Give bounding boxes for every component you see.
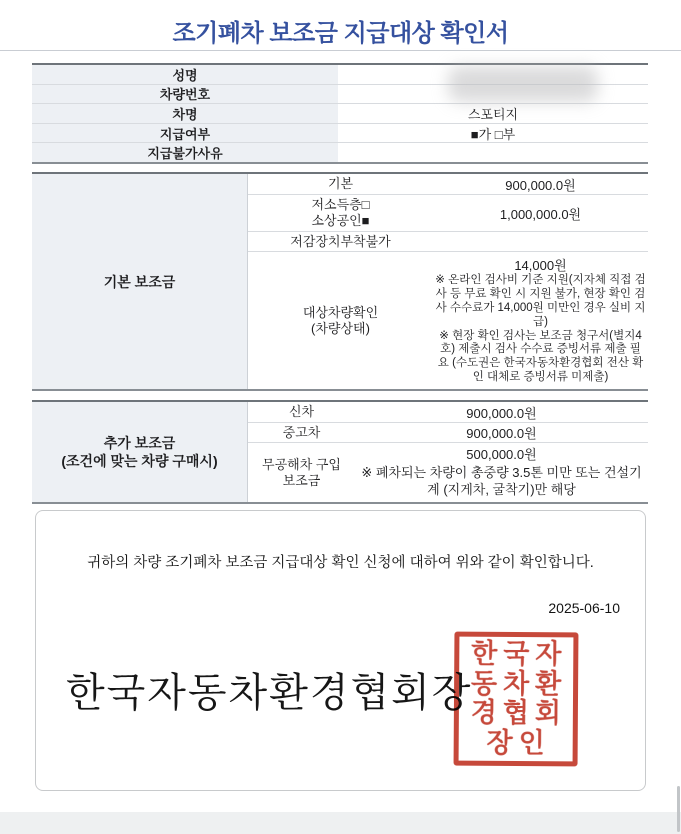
- zev-note: ※ 폐차되는 차량이 총중량 3.5톤 미만 또는 건설기계 (지게차, 굴착기)만 해당: [361, 464, 642, 498]
- page-bottom-strip: [0, 812, 681, 834]
- used-car-label: 중고차: [282, 424, 321, 440]
- table-row: [32, 104, 648, 124]
- page-title: 조기폐차 보조금 지급대상 확인서: [172, 20, 509, 47]
- zev-amount-block: [355, 445, 648, 500]
- vehicle-check-note-2: ※ 현장 확인 검사는 보조금 청구서(별지4호) 제출시 검사 수수료 증빙서류 제출 필요 (수도권은 한국자동차환경협회 전산 확인 대체로 증빙서류 미제출): [437, 329, 644, 384]
- new-car-amount: 900,000.0원: [466, 405, 537, 421]
- zev-purchase-label: 무공해차 구입 보조금: [262, 456, 341, 488]
- official-seal-stamp: 한국자 동차환 경협회 장인: [454, 632, 579, 767]
- vehicle-name-label: 차명: [32, 104, 338, 123]
- additional-subsidy-table: [32, 400, 648, 504]
- additional-subsidy-header: 추가 보조금 (조건에 맞는 차량 구매시): [32, 402, 248, 502]
- confirmation-statement: 귀하의 차량 조기폐차 보조금 지급대상 확인 신청에 대하여 위와 같이 확인합니다.: [87, 555, 594, 571]
- basic-subsidy-header: 기본 보조금: [32, 174, 248, 389]
- title-divider: [0, 50, 681, 51]
- basic-amount: 900,000.0원: [505, 177, 576, 193]
- table-row: [248, 195, 648, 232]
- new-car-label: 신차: [288, 404, 315, 419]
- vehicle-check-label: 대상차량확인 (차량상태): [302, 304, 379, 336]
- basic-subsidy-table: [32, 172, 648, 391]
- zev-amount: 500,000.0원: [466, 447, 537, 463]
- vehicle-number-label: 차량번호: [32, 85, 338, 104]
- signer-name: 한국자동차환경협회장: [66, 670, 473, 715]
- table-row: [248, 443, 648, 502]
- vehicle-check-note-1: ※ 온라인 검사비 기준 지원(지자체 직접 검사 등 무료 확인 시 지원 불가, 현장 확인 검사 수수료가 14,000원 미만인 경우 실비 지급): [435, 273, 646, 328]
- payment-status-label: 지급여부: [32, 124, 338, 143]
- table-row: [248, 402, 648, 423]
- table-row: [248, 174, 648, 195]
- device-unattachable-label: 저감장치부착불가: [290, 233, 391, 249]
- name-label: 성명: [32, 65, 338, 84]
- scrollbar-thumb[interactable]: [677, 786, 680, 832]
- vehicle-name-value: 스포티지: [467, 106, 519, 122]
- used-car-amount: 900,000.0원: [466, 426, 537, 441]
- confirmation-box: [35, 510, 646, 791]
- vehicle-check-fee: 14,000원: [514, 257, 567, 273]
- basic-label: 기본: [327, 176, 354, 191]
- table-row: [248, 252, 648, 389]
- table-row: [248, 232, 648, 252]
- table-row: [32, 124, 648, 144]
- table-row: [32, 143, 648, 162]
- denial-reason-label: 지급불가사유: [32, 143, 338, 162]
- confirmation-date: 2025-06-10: [548, 600, 620, 616]
- vehicle-check-amount-block: [433, 256, 648, 385]
- redaction-blur: [448, 66, 598, 102]
- table-row: [248, 423, 648, 443]
- low-income-label: 저소득층□ 소상공인■: [311, 197, 370, 228]
- low-income-amount: 1,000,000.0원: [499, 206, 582, 222]
- payment-status-value: ■가 □부: [470, 126, 516, 142]
